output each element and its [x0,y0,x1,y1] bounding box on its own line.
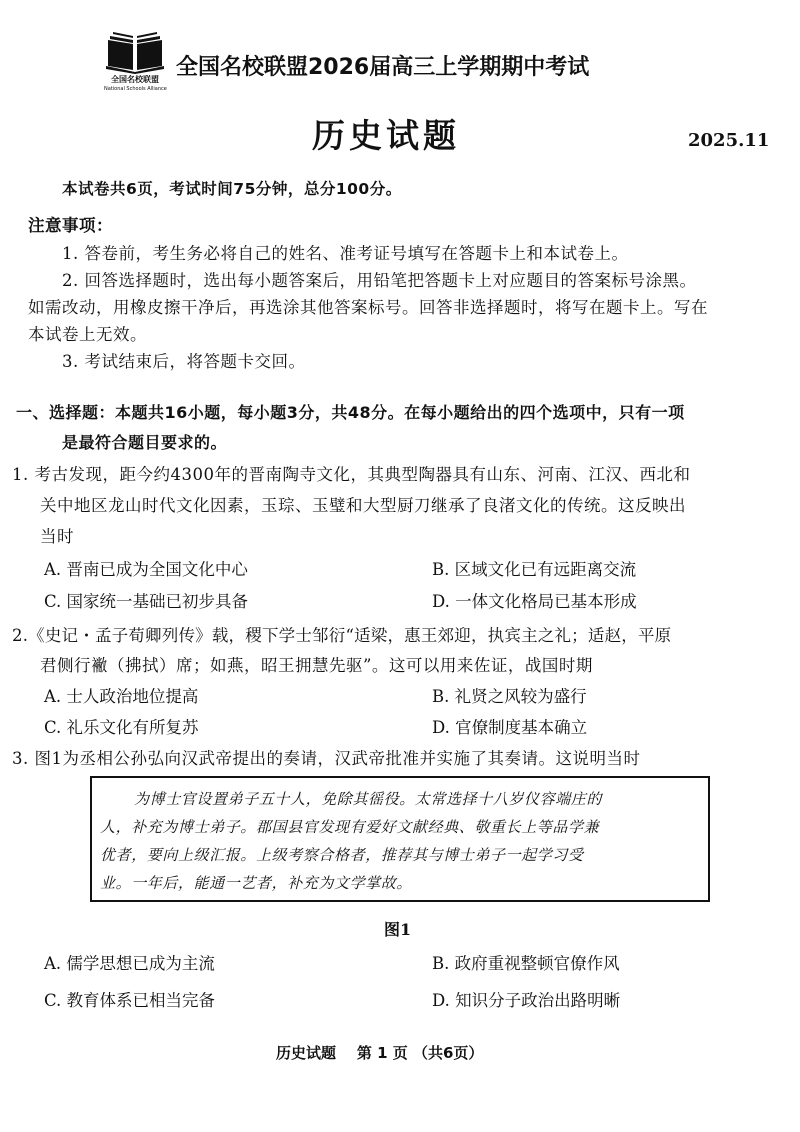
note-2-line-1: 2. 回答选择题时，选出每小题答案后，用铅笔把答题卡上对应题目的答案标号涂黑。 [62,271,697,290]
notes-heading: 注意事项： [28,216,113,235]
q2-option-c[interactable]: C. 礼乐文化有所复苏 [44,718,199,737]
school-alliance-logo [104,32,166,98]
q1-stem-line-3: 当时 [40,527,74,546]
book-icon [104,32,166,74]
q3-stem: 3. 图1为丞相公孙弘向汉武帝提出的奏请，汉武帝批准并实施了其奏请。这说明当时 [12,749,641,768]
q2-stem-line-2: 君侧行襒（拂拭）席；如燕，昭王拥慧先驱”。这可以用来佐证，战国时期 [40,656,593,675]
figure-1-line-2: 人，补充为博士弟子。郡国县官发现有爱好文献经典、敬重长上等品学兼 [100,818,600,836]
q3-option-d[interactable]: D. 知识分子政治出路明晰 [432,991,621,1010]
q2-option-a[interactable]: A. 士人政治地位提高 [44,687,199,706]
note-2-line-2: 如需改动，用橡皮擦干净后，再选涂其他答案标号。回答非选择题时，将写在题卡上。写在 [28,298,708,317]
note-3: 3. 考试结束后，将答题卡交回。 [62,352,306,371]
exam-intro: 本试卷共6页，考试时间75分钟，总分100分。 [62,180,402,198]
q1-stem-line-1: 1. 考古发现，距今约4300年的晋南陶寺文化，其典型陶器具有山东、河南、江汉、西北和 [12,465,691,484]
q3-option-b[interactable]: B. 政府重视整顿官僚作风 [432,954,620,973]
q1-option-a[interactable]: A. 晋南已成为全国文化中心 [44,560,248,579]
q3-option-a[interactable]: A. 儒学思想已成为主流 [44,954,215,973]
section-1-heading-cont: 是最符合题目要求的。 [62,433,228,452]
subject-title: 历史试题 [312,116,460,155]
q1-option-d[interactable]: D. 一体文化格局已基本形成 [432,592,637,611]
q2-option-d[interactable]: D. 官僚制度基本确立 [432,718,588,737]
page-footer: 历史试题 第 1 页 （共6页） [276,1044,484,1062]
q2-stem-line-1: 2.《史记・孟子荀卿列传》载，稷下学士邹衍“适梁，惠王郊迎，执宾主之礼；适赵，平原 [12,626,672,645]
logo-en-text: National Schools Alliance [104,86,167,92]
exam-org-title: 全国名校联盟2026届高三上学期期中考试 [176,55,590,80]
note-2-line-3: 本试卷上无效。 [28,325,147,344]
figure-1-line-4: 业。一年后，能通一艺者，补充为文学掌故。 [100,874,413,892]
figure-1-textbox [90,776,710,902]
figure-1-caption: 图1 [384,920,412,939]
q1-stem-line-2: 关中地区龙山时代文化因素，玉琮、玉璧和大型厨刀继承了良渚文化的传统。这反映出 [40,496,686,515]
q1-option-c[interactable]: C. 国家统一基础已初步具备 [44,592,249,611]
logo-cn-text: 全国名校联盟 [111,75,159,84]
q2-option-b[interactable]: B. 礼贤之风较为盛行 [432,687,587,706]
exam-date: 2025.11 [688,130,770,151]
figure-1-line-3: 优者，要向上级汇报。上级考察合格者，推荐其与博士弟子一起学习受 [100,846,584,864]
figure-1-line-1: 为博士官设置弟子五十人，免除其徭役。太常选择十八岁仪容端庄的 [134,790,603,808]
section-1-heading: 一、选择题：本题共16小题，每小题3分，共48分。在每小题给出的四个选项中，只有一项 [16,403,685,422]
q3-option-c[interactable]: C. 教育体系已相当完备 [44,991,216,1010]
note-1: 1. 答卷前，考生务必将自己的姓名、准考证号填写在答题卡上和本试卷上。 [62,244,629,263]
q1-option-b[interactable]: B. 区域文化已有远距离交流 [432,560,637,579]
